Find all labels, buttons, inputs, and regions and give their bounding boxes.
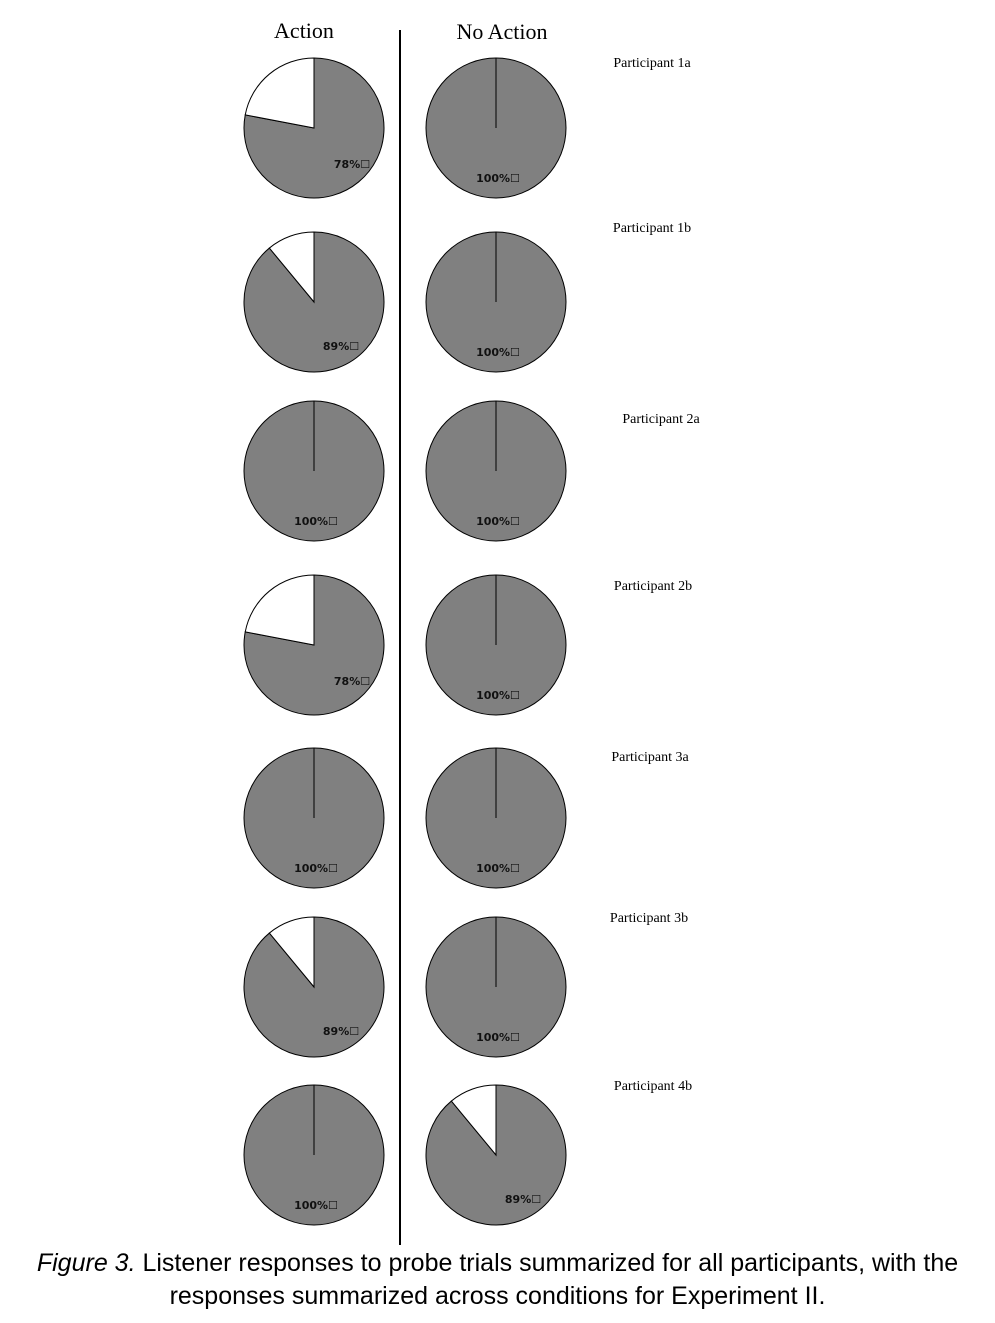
pie-data-label: 100%☐ [294, 515, 338, 528]
pie-data-label: 78%☐ [333, 158, 371, 171]
pie-data-label: 100%☐ [476, 172, 520, 185]
pie-data-label: 89%☐ [504, 1193, 542, 1206]
pie-data-label: 78%☐ [333, 675, 371, 688]
pie-data-label: 89%☐ [322, 340, 360, 353]
pie-action-1 [244, 58, 384, 198]
pie-grid [244, 56, 700, 1225]
participant-label: Participant 3a [611, 750, 689, 765]
pie-no-action-2 [426, 232, 566, 372]
caption-label: Figure 3. [36, 1249, 136, 1277]
pie-data-label: 89%☐ [322, 1025, 360, 1038]
participant-label: Participant 2a [622, 412, 700, 427]
pie-data-label: 100%☐ [476, 515, 520, 528]
pie-no-action-1 [426, 58, 566, 198]
participant-label: Participant 3b [609, 911, 689, 926]
caption-text: Listener responses to probe trials summarized for all participants, with the responses summarized across conditions for Experiment II. [135, 1249, 959, 1310]
pie-no-action-3 [426, 401, 566, 541]
pie-data-label: 100%☐ [476, 1031, 520, 1044]
pie-no-action-6 [426, 917, 566, 1057]
pie-action-2 [244, 232, 384, 372]
pie-action-4 [244, 575, 384, 715]
pie-no-action-7 [426, 1085, 566, 1225]
pie-data-label: 100%☐ [476, 346, 520, 359]
pie-data-label: 100%☐ [294, 862, 338, 875]
participant-label: Participant 1a [613, 56, 691, 71]
pie-no-action-5 [426, 748, 566, 888]
column-header-no-action: No Action [456, 19, 548, 44]
pie-no-action-4 [426, 575, 566, 715]
column-header-action: Action [274, 18, 334, 43]
pie-data-label: 100%☐ [476, 862, 520, 875]
pie-data-label: 100%☐ [294, 1199, 338, 1212]
pie-action-5 [244, 748, 384, 888]
pie-action-6 [244, 917, 384, 1057]
pie-action-7 [244, 1085, 384, 1225]
pie-action-3 [244, 401, 384, 541]
participant-label: Participant 2b [613, 579, 693, 594]
participant-label: Participant 4b [613, 1079, 693, 1094]
pie-data-label: 100%☐ [476, 689, 520, 702]
figure-caption [0, 1247, 995, 1313]
participant-label: Participant 1b [612, 221, 692, 236]
